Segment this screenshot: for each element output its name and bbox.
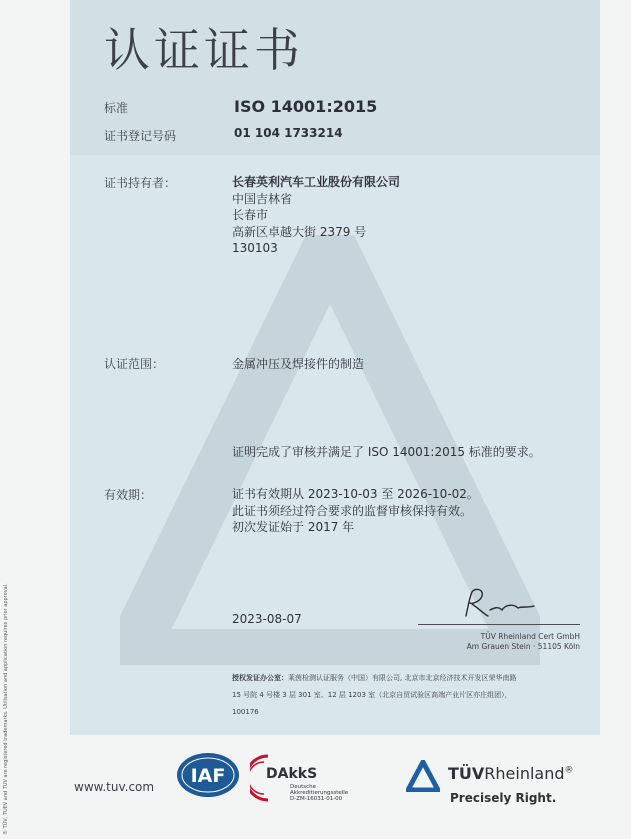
standard-label: 标准 bbox=[104, 101, 129, 115]
validity-line: 此证书须经过符合要求的监督审核保持有效。 bbox=[232, 503, 473, 518]
scope-label: 认证范围： bbox=[104, 357, 165, 371]
holder-province: 中国吉林省 bbox=[232, 191, 293, 206]
validity-line: 初次发证始于 2017 年 bbox=[232, 520, 355, 534]
tuv-triangle-icon bbox=[406, 760, 440, 792]
signature-line bbox=[418, 624, 580, 625]
holder-city: 长春市 bbox=[232, 208, 269, 222]
registration-label: 证书登记号码 bbox=[104, 129, 177, 143]
certificate-title: 认证证书 bbox=[104, 23, 304, 77]
tuv-wordmark bbox=[448, 764, 574, 783]
issue-date: 2023-08-07 bbox=[232, 612, 302, 626]
cert-body-address: Am Grauen Stein · 51105 Köln bbox=[466, 642, 580, 651]
validity-text bbox=[232, 486, 479, 536]
dakks-line: D-ZM-16031-01-00 bbox=[290, 796, 343, 802]
tuv-wordmark-rest: Rheinland bbox=[484, 764, 565, 783]
iaf-logo-text: IAF bbox=[190, 765, 226, 787]
office-postcode: 100176 bbox=[232, 708, 259, 716]
holder-label: 证书持有者： bbox=[104, 176, 177, 190]
holder-company: 长春英利汽车工业股份有限公司 bbox=[232, 175, 401, 189]
registered-mark: ® bbox=[564, 765, 574, 776]
issuing-office bbox=[232, 670, 582, 721]
registration-value: 01 104 1733214 bbox=[234, 126, 343, 140]
holder-address bbox=[232, 174, 400, 257]
website-link[interactable]: www.tuv.com bbox=[74, 780, 155, 794]
dakks-line: Deutsche bbox=[290, 784, 317, 790]
proof-statement: 证明完成了审核并满足了 ISO 14001:2015 标准的要求。 bbox=[232, 445, 541, 459]
dakks-line: Akkreditierungsstelle bbox=[290, 790, 349, 796]
office-label: 授权发证办公室： bbox=[232, 674, 288, 682]
validity-line: 证书有效期从 2023-10-03 至 2026-10-02。 bbox=[232, 487, 479, 501]
holder-street: 高新区卓越大街 2379 号 bbox=[232, 224, 367, 239]
iaf-logo bbox=[176, 752, 240, 798]
holder-postcode: 130103 bbox=[232, 241, 278, 255]
trademark-note: ® TÜV, TUEV and TUV are registered trademarks. Utilisation and application requires prior approval. bbox=[3, 583, 9, 835]
office-line: 15 号院 4 号楼 3 层 301 室、12 层 1203 室（北京自贸试验区高端产业片区亦庄组团）， bbox=[232, 691, 512, 699]
validity-label: 有效期： bbox=[104, 488, 153, 502]
scope-value: 金属冲压及焊接件的制造 bbox=[232, 357, 365, 371]
signature bbox=[458, 586, 538, 622]
cert-body-name: TÜV Rheinland Cert GmbH bbox=[480, 632, 580, 641]
dakks-name: DAkkS bbox=[266, 766, 318, 782]
certification-body bbox=[418, 632, 580, 652]
dakks-logo bbox=[250, 752, 370, 806]
tuv-tagline: Precisely Right. bbox=[450, 791, 557, 805]
office-line: 莱茵检测认证服务（中国）有限公司, 北京市北京经济技术开发区荣华南路 bbox=[288, 674, 517, 682]
tuv-wordmark-bold: TÜV bbox=[448, 764, 485, 783]
standard-value: ISO 14001:2015 bbox=[234, 97, 378, 116]
